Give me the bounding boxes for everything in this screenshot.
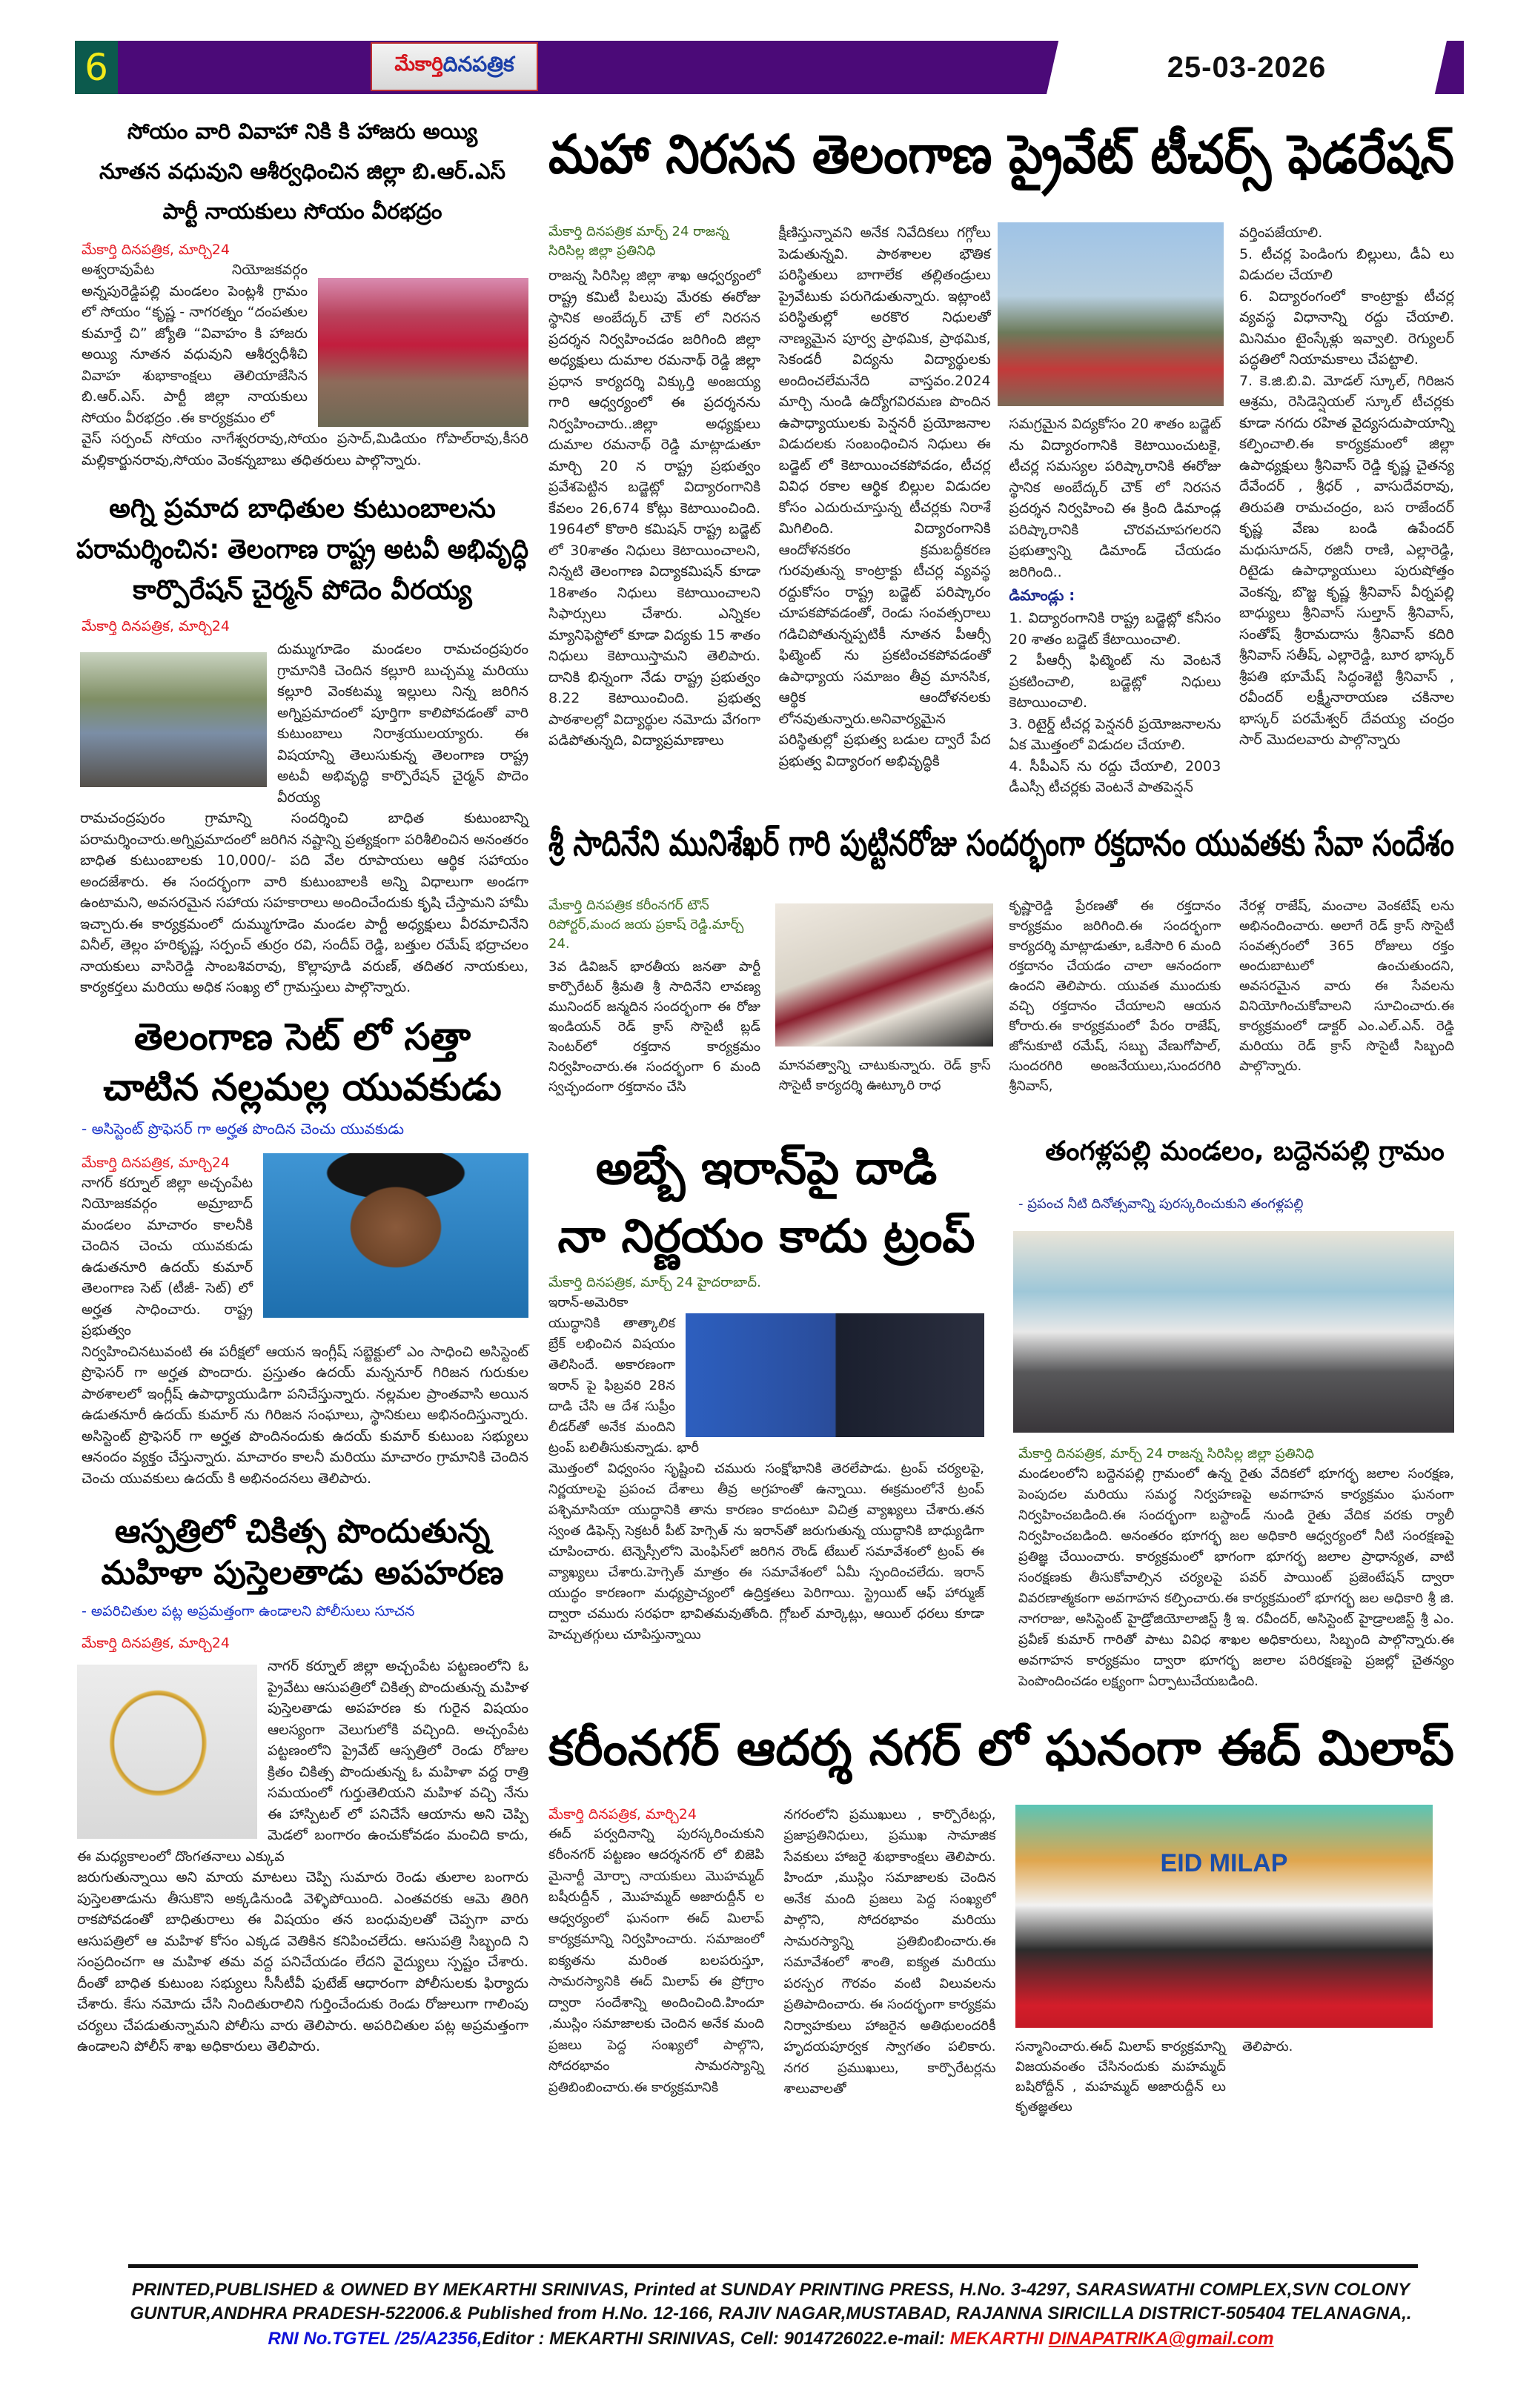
eid-column-1 xyxy=(548,1805,764,2099)
page-number: 6 xyxy=(75,41,118,94)
logo-text-red: మేకార్తి xyxy=(394,53,443,76)
rni-number: RNI No.TGTEL /25/A2356, xyxy=(268,2329,483,2349)
main-area xyxy=(548,119,1454,2117)
article-wedding xyxy=(76,111,528,471)
demand-item: 2 పీఆర్సీ ఫిట్మెంట్ ను వెంటనే ప్రకటించాలి, బడ్జెట్లో నిధులు కెటాయించాలి. xyxy=(1009,652,1221,711)
eid-right-block xyxy=(1015,1805,1454,2117)
demands-column-continued xyxy=(1239,222,1454,751)
article-body xyxy=(548,1293,984,1645)
article-text: మొత్తంలో విధ్వంసం సృష్టించి చమురు సంక్షోభానికి తెరలేపాడు. ట్రంప్ చర్యలపై, నిర్ణయాలపై ప్రపంచ దేశాలు తీవ్ర అగ్రహంతో ఉన్నాయి. ఈక్రమంలోనే ట్రంప్ పశ్చిమాసియా యుద్ధానికి తాను కారణం కాదంటూ విచిత్ర వ్యాఖ్యలు చేశారు.తన స్వంత డిఫెన్స్ సెక్రటరీ పీట్ హెగ్సెత్ ను ఇరాన్‌తో జరుగుతున్న యుద్ధానికి బాధ్యుడిగా చూపించారు. టెన్నెస్సీలోని మెంఫిస్‌లో జరిగిన రౌండ్ టేబుల్ సమావేశంలో ట్రంప్ ఈ వ్యాఖ్యలు చేశారు.హెగ్సెత్ మాత్రం ఈ సమావేశంలో ఏమీ స్పందించలేదు. ఇరాన్ యుద్ధం కారణంగా మధ్యప్రాచ్యంలో ఉద్రిక్తతలు పెరిగాయి. స్ట్రెయిట్ ఆఫ్ హార్ముజ్ ద్వారా చమురు సరఫరా భావితమవుతోంది. గ్లోబల్ మార్కెట్లు, ఆయిల్ ధరలు కూడా హెచ్చుతగ్గులు చూపిస్తున్నాయి xyxy=(548,1460,984,1642)
blood-column-3 xyxy=(1009,896,1221,1096)
demands-heading: డిమాండ్లు : xyxy=(1009,586,1075,604)
dateline: మేకార్తి దినపత్రిక కరీంనగర్ టౌన్ రిపోర్టర్,మంద జయ ప్రకాష్ రెడ్డి.మార్చ్ 24. xyxy=(548,897,744,952)
dateline: మేకార్తి దినపత్రిక, మార్చి24 xyxy=(82,242,230,258)
article-text: రాజన్న సిరిసిల్ల జిల్లా శాఖ ఆధ్వర్యంలో రాష్ట్ర కమిటీ పిలుపు మేరకు ఈరోజు స్థానిక అంబేద్కర్ చౌక్ లో నిరసన ప్రదర్శన నిర్వహించడం జరిగింది జిల్లా అధ్యక్షులు దుమాల రమనాథ్ రెడ్డి జిల్లా ప్రధాన కార్యదర్శి విక్కుర్తి అంజయ్య గారి ఆధ్వర్యంలో ఈ ప్రదర్శనను నిర్వహించారు..జిల్లా అధ్యక్షులు దుమాల రమనాథ్ రెడ్డి మాట్లాడుతూ మార్చి 20 న రాష్ట్ర ప్రభుత్వం ప్రవేశపెట్టిన బడ్జెట్లో విద్యారంగానికి కేవలం 26,674 కోట్లు కెటాయించింది. 1964లో కొఠారి కమిషన్ రాష్ట్ర బడ్జెట్ లో 30శాతం నిధులు కెటాయించాలని, నిన్నటి తెలంగాణ విద్యాకమిషన్ కూడా 18శాతం నిధులు కెటాయించాలని సిఫార్సులు చేశారు. ఎన్నికల మ్యానిఫెస్టోలో కూడా విద్యకు 15 శాతం నిధులు కెటాయిస్తామని తెలిపారు. దానికి భిన్నంగా నేడు రాష్ట్ర ప్రభుత్వం 8.22 కెటాయించింది. ప్రభుత్వ పాఠశాలల్లో విద్యార్థుల నమోదు వేగంగా పడిపోతున్నది, విద్యాప్రమాణాలు xyxy=(548,268,760,749)
email-prefix: MEKARTHI xyxy=(949,2329,1049,2349)
imprint-line-3 xyxy=(82,2329,1460,2349)
blood-column-4 xyxy=(1239,896,1454,1076)
teachers-article-body xyxy=(548,222,1454,798)
headline-eid-milap: కరీంనగర్ ఆదర్శ నగర్ లో ఘనంగా ఈద్ మిలాప్ xyxy=(548,1719,1454,1777)
water-day-group-photo xyxy=(1013,1231,1454,1433)
article-water-day xyxy=(1013,1134,1454,1692)
dateline: మేకార్తి దినపత్రిక మార్చ్ 24 రాజన్న సిరిసిల్ల జిల్లా ప్రతినిధి xyxy=(548,224,729,259)
subheadline: - అసిస్టెంట్ ప్రొఫెసర్ గా అర్హత పొందిన చెంచు యువకుడు xyxy=(82,1119,405,1138)
left-column xyxy=(76,111,528,2057)
headline-set-1: తెలంగాణ సెట్ లో సత్తా xyxy=(133,1015,471,1058)
blood-donation-photo xyxy=(775,903,993,1047)
blood-article-body xyxy=(548,896,1454,1097)
demand-item: 5. టీచర్ల పెండింగు బిల్లులు, డీఏ లు విడుదల చేయాలి xyxy=(1238,245,1454,283)
article-text: దుమ్ముగూడెం మండలం రామచంద్రపురం గ్రామానికి చెందిన కల్లూరి బుచ్చమ్మ మరియు కల్లూరి వెంకటమ్మ ఇల్లులు నిన్న జరిగిన అగ్నిప్రమాదంలో పూర్తిగా కాలిపోవడంతో వారి కుటుంబాలు నిరాశ్రయులయ్యారు. ఈ విషయాన్ని తెలుసుకున్న తెలంగాణ రాష్ట్ర అటవీ అభివృద్ధి కార్పొరేషన్ చైర్మన్ పొదెం వీరయ్య xyxy=(277,641,528,806)
headline-water-day: తంగళ్లపల్లి మండలం, బద్దెనపల్లి గ్రామం xyxy=(1045,1135,1445,1167)
article-text: జరుగుతున్నాయి అని మాయ మాటలు చెప్పి సుమారు రెండు తులాల బంగారు పుస్తెలతాడును తీసుకొని అక్కడినుండి వెళ్ళిపోయింది. ఎంతవరకు ఆమె తిరిగి రాకపోవడంతో బాధితురాలు ఈ విషయం తన బంధువులతో చెప్పగా వారు ఆసుపత్రిలో ఆ మహిళ కోసం ఎక్కడ వెతికిన కనిపించలేదు. ఆసుపత్రి సిబ్బంది ని సంప్రదించగా ఆ మహిళ తమ వద్ద పనిచేయడం లేదని వైద్యులు స్పష్టం చేశారు. దీంతో బాధిత కుటుంబ సభ్యులు సీసీటీవీ ఫుటేజ్ ఆధారంగా పోలీసులకు ఫిర్యాదు చేశారు. కేసు నమోదు చేసి నిందితురాలిని గుర్తించేందుకు రెండు రోజులుగా గాలింపు చర్యలు చేపడుతున్నామని పోలీసు వారు తెలిపారు. అపరిచితుల పట్ల అప్రమత్తంగా ఉండాలని పోలీస్ శాఖ అధికారులు తెలిపారు. xyxy=(77,1869,528,2054)
fire-victims-photo xyxy=(80,652,267,787)
headline-fire-2: పరామర్శించిన: తెలంగాణ రాష్ట్ర అటవీ అభివృద్ధి xyxy=(76,534,528,565)
eid-banner-text: EID MILAP xyxy=(1160,1848,1288,1877)
headline-teachers: మహా నిరసన తెలంగాణ ప్రైవేట్ టీచర్స్ ఫెడరేషన్ xyxy=(548,123,1454,185)
article-set-exam xyxy=(76,1012,528,1490)
headline-trump-1: అబ్బే ఇరాన్‌పై దాడి xyxy=(595,1140,938,1195)
protest-photo xyxy=(998,222,1224,406)
eid-column-2 xyxy=(784,1805,996,2100)
article-text: మానవత్వాన్ని చాటుకున్నారు. రెడ్ క్రాస్ సొసైటీ కార్యదర్శి ఊట్కూరి రాధ xyxy=(778,1057,991,1093)
article-trump xyxy=(548,1134,984,1645)
article-text: సన్మానించారు.ఈద్ మిలాప్ కార్యక్రమాన్ని విజయవంతం చేసినందుకు మహమ్మద్ బషిరోద్దీన్ , మహమ్మద్ అజారుద్దీన్ లు కృతజ్ఞతలు xyxy=(1015,2038,1226,2115)
article-text: నేరళ్ల రాజేష్, మంచాల వెంకటేష్ లను అభినందించారు. అలాగే రెడ్ క్రాస్ సొసైటీ సంవత్సరంలో 365 రోజులు రక్తం అందుబాటులో ఉంచుతుందని, అవసరమైన వారు ఈ సేవలను వినియోగించుకోవాలని సూచించారు.ఈ కార్యక్రమంలో డాక్టర్ ఎం.ఎల్.ఎన్. రెడ్డి మరియు రెడ్ క్రాస్ సొసైటీ సిబ్బంది పాల్గొన్నారు. xyxy=(1238,898,1454,1074)
dateline: మేకార్తి దినపత్రిక, మార్చి24 xyxy=(82,618,230,634)
eid-article-body xyxy=(548,1805,1454,2117)
editor-info: Editor : MEKARTHI SRINIVAS, Cell: 9014726022.e-mail: xyxy=(482,2329,950,2349)
blood-column-1 xyxy=(548,896,760,1097)
article-text: అశ్వరావుపేట నియోజకవర్గం అన్నపురెడ్డిపల్లి మండలం పెంట్లశీ గ్రామం లో సోయం “కృష్ణ - నాగరత్నం “దంపతుల కుమార్తే చి” జ్యోతి “వివాహం కి హాజరు అయ్యి నూతన వధువుని ఆశీర్వధీశీచి వివాహ శుభాకాంక్షలు తెలియాజేసిన బి.ఆర్.ఎస్. పార్టీ జిల్లా నాయకులు సోయం వీరభద్రం .ఈ కార్యక్రమం లో xyxy=(82,262,308,426)
gold-chain-photo xyxy=(77,1665,257,1839)
headline-blood-donation: శ్రీ సాదినేని మునిశేఖర్ గారి పుట్టినరోజు సందర్భంగా రక్తదానం యువతకు సేవా సందేశం xyxy=(548,822,1454,864)
headline-wedding-2: నూతన వధువుని ఆశీర్వధించిన జిల్లా బి.ఆర్.ఎస్ xyxy=(99,159,506,184)
eid-milap-photo xyxy=(1015,1805,1433,2028)
article-text: నిర్వహించినటువంటి ఈ పరీక్షలో ఆయన ఇంగ్లీష్ సబ్జెక్టులో ఎం సాధించి అసిస్టెంట్ ప్రొఫెసర్ గా అర్హత పొందారు. ప్రస్తుతం ఉదయ్ మన్ననూర్ గిరిజన గురుకుల పాఠశాలలో ఇంగ్లీష్ ఉపాధ్యాయుడిగా పనిచేస్తున్నారు. నల్లమల ప్రాంతవాసి అయిన ఉడుతనూరీ ఉదయ్ కుమార్ ను గిరిజన సంఘాలు, స్థానికులు అభినందిస్తున్నారు. అసిస్టెంట్ ప్రొఫెసర్ గా అర్హత పొందినందుకు ఉదయ్ కుమార్ కుటుంబ సభ్యులు ఆనందం వ్యక్తం చేస్తున్నారు. మాచారం కాలనీ మరియు మాచారం గ్రామానికి చెందిన చెంచు యువకులు ఉదయ్ కి అభినందనలు తెలిపారు. xyxy=(82,1343,528,1487)
demand-item: 3. రిటైర్డ్ టీచర్ల పెన్షనరీ ప్రయోజనాలను ఏక మొత్తంలో విడుదల చేయాలి. xyxy=(1009,715,1221,753)
trump-hegseth-photo xyxy=(686,1313,984,1437)
demands-column xyxy=(1009,222,1221,798)
article-fire xyxy=(76,488,528,998)
headline-wedding-3: పార్టీ నాయకులు సోయం వీరభద్రం xyxy=(162,199,442,224)
article-body xyxy=(76,259,528,471)
article-text: నాగర్ కర్నూల్ జిల్లా అచ్చంపేట నియోజకవర్గం అమ్రాబాద్ మండలం మాచారం కాలనీకి చెందిన చెంచు యువకుడు ఉడుతనూరి ఉదయ్ కుమార్ తెలంగాణ సెట్ (టీజీ- సెట్) లో అర్హత సాధించారు. రాష్ట్ర ప్రభుత్వం xyxy=(82,1174,253,1339)
article-text: రామచంద్రపురం గ్రామాన్ని సందర్శించి బాధిత కుటుంబాన్ని పరామర్శించారు.అగ్నిప్రమాదంలో జరిగిన నష్టాన్ని ప్రత్యక్షంగా పరిశీలించిన అనంతరం బాధిత కుటుంబాలకు 10,000/- పది వేల రూపాయలు ఆర్థిక సహాయం అందజేశారు. ఈ సందర్భంగా వారి కుటుంబాలకి అన్ని విధాలుగా అండగా ఉంటామని, అవసరమైన సహాయ సహకారాలు అందించేందుకు కృషి చేస్తామని హామీ ఇచ్చారు.ఈ కార్యక్రమంలో దుమ్ముగూడెం మండల పార్టీ అధ్యక్షులు వీరమాచినేని వినీల్, తెల్లం హరికృష్ణ, సర్పంచ్ తుర్రం రవి, సందీప్ రెడ్డి, బత్తుల రమేష్ భద్రాచలం నాయకులు వాసిరెడ్డి సాంబశివరావు, కొల్లాపూడి వరుణ్, తదితర నాయకులు, కార్యకర్తలు మరియు అధిక సంఖ్య లో గ్రామస్తులు పాల్గొన్నారు. xyxy=(80,810,528,995)
article-chain-theft xyxy=(76,1511,528,2057)
demand-item: 1. విద్యారంగానికి రాష్ట్ర బడ్జెట్లో కనీసం 20 శాతం బడ్జెట్ కేటాయించాలి. xyxy=(1009,610,1221,648)
article-text: వర్తింపజేయాలి. xyxy=(1238,225,1323,241)
article-text: కృష్ణారెడ్డి ప్రేరణతో ఈ రక్తదానం కార్యక్రమం జరిగింది.ఈ సందర్భంగా కార్యదర్శి మాట్లాడుతూ, ఒకేసారి 6 మంది రక్తదానం చేయడం చాలా ఆనందంగా ఉందని తెలిపారు. యువత ముందుకు వచ్చి రక్తదానం చేయాలని ఆయన కోరారు.ఈ కార్యక్రమంలో పేరం రాజేష్, జోనుకూటి రమేష్, సబ్బు వేణుగోపాల్, సుందరగిరి అంజనేయులు,సుందరగిరి శ్రీనివాస్, xyxy=(1009,898,1221,1094)
logo-text-blue: దినపత్రిక xyxy=(442,52,514,76)
article-text: నగరంలోని ప్రముఖులు , కార్పొరేటర్లు, ప్రజాప్రతినిధులు, ప్రముఖ సామాజిక సేవకులు హాజరై శుభాకాంక్షలు తెలిపారు. హిందూ ,ముస్లిం సమాజాలకు చెందిన అనేక మంది ప్రజలు పెద్ద సంఖ్యలో పాల్గొని, సోదరభావం మరియు సామరస్యాన్ని ప్రతిబింబించారు.ఈ సమావేశంలో శాంతి, ఐక్యత మరియు పరస్పర గౌరవం వంటి విలువలను ప్రతిపాదించారు. ఈ సందర్భంగా కార్యక్రమ నిర్వాహకులు హాజరైన అతిథులందరికీ హృదయపూర్వక స్వాగతం పలికారు. నగర ప్రముఖులు, కార్పొరేటర్లను శాలువాలతో xyxy=(783,1806,996,2097)
wedding-photo xyxy=(318,278,528,427)
article-body xyxy=(76,1656,528,2057)
dateline: మేకార్తి దినపత్రిక, మార్చ్ 24 రాజన్న సిరిసిల్ల జిల్లా ప్రతినిధి xyxy=(1018,1445,1314,1462)
headline-trump-2: నా నిర్ణయం కాదు ట్రంప్ xyxy=(557,1208,975,1263)
blood-column-2 xyxy=(779,896,991,1095)
article-text: వైస్ సర్పంచ్ సోయం నాగేశ్వరరావు,సోయం ప్రసాద్,మిడియం గోపాల్‌రావు,కీసరి మల్లికార్జునరావు,సోయం వెంకన్నబాబు తధితరులు పాల్గొన్నారు. xyxy=(82,431,528,468)
headline-set-2: చాటిన నల్లమల్ల యువకుడు xyxy=(103,1065,502,1109)
headline-theft-1: ఆస్పత్రిలో చికిత్స పొందుతున్న xyxy=(114,1513,491,1550)
article-body xyxy=(76,639,528,998)
dateline: మేకార్తి దినపత్రిక, మార్చి24 xyxy=(82,1635,230,1651)
article-body xyxy=(76,1153,528,1490)
demand-item: 6. విద్యారంగంలో కాంట్రాక్టు టీచర్ల వ్యవస్థ విధానాన్ని రద్దు చేయాలి. మినిమం టైంస్కేళ్లు ఇవ్వాలి. రెగ్యులర్ పద్ధతిలో నియామకాలు చేపట్టాలి. xyxy=(1238,288,1454,368)
subheadline: - అపరిచితుల పట్ల అప్రమత్తంగా ఉండాలని పోలీసులు సూచన xyxy=(82,1603,415,1619)
trump-water-row xyxy=(548,1134,1454,1692)
dateline: మేకార్తి దినపత్రిక, మార్చ్ 24 హైదరాబాద్. xyxy=(548,1274,761,1290)
headline-fire-1: అగ్ని ప్రమాద బాధితుల కుటుంబాలను xyxy=(109,494,496,524)
headline-fire-3: కార్పొరేషన్ చైర్మన్ పోదెం వీరయ్య xyxy=(133,575,472,606)
subheadline: - ప్రపంచ నీటి దినోత్సవాన్ని పురస్కరించుకుని తంగళ్లపల్లి xyxy=(1018,1195,1304,1212)
portrait-photo xyxy=(263,1153,528,1318)
demand-item: 4. సీపీఎస్ ను రద్దు చేయాలి, 2003 డీఎస్సీ టీచర్లకు వెంటనే పాతపెన్షన్ xyxy=(1009,757,1221,795)
article-text: సమగ్రమైన విద్యకోసం 20 శాతం బడ్జెట్ ను విద్యారంగానికి కెటాయించుటకై, టీచర్ల సమస్యల పరిష్కారానికి ఈరోజు స్థానిక అంబేద్కర్ చౌక్ లో నిరసన ప్రదర్శన నిర్వహించి ఈ క్రింది డిమాండ్ల పరిష్కారానికి చొరవచూపగలరని ప్రభుత్వాన్ని డిమాండ్ చేయడం జరిగింది.. xyxy=(1009,416,1221,580)
article-text: మండలంలోని బద్దెనపల్లి గ్రామంలో ఉన్న రైతు వేదికలో భూగర్భ జలాల సంరక్షణ, పెంపుదల మరియు సమర్థ నిర్వహణపై అవగాహన కార్యక్రమం ఘనంగా నిర్వహించబడింది.ఈ సందర్భంగా బస్టాండ్ నుండి రైతు వేదిక వరకు ర్యాలీ నిర్వహించబడింది. అనంతరం భూగర్భ జల అధికారి ఆధ్వర్యంలో నీటి సంరక్షణపై ప్రతిజ్ఞ చేయించారు. కార్యక్రమంలో భాగంగా భూగర్భ జలాల ప్రాధాన్యత, వాటి సంరక్షణకు తీసుకోవాల్సిన చర్యలపై పవర్ పాయింట్ ప్రజెంటేషన్ ద్వారా వివరణాత్మకంగా అవగాహన కల్పించారు.ఈ కార్యక్రమంలో భూగర్భ జల అధికారి శ్రీ జి. నాగరాజు, అసిస్టెంట్ హైడ్రోజియోలాజిస్ట్ శ్రీ ఇ. రవీందర్, అసిస్టెంట్ హైడ్రాలజిస్ట్ శ్రీ ఎం. ప్రవీణ్ కుమార్ గారితో పాటు వివిధ శాఖల అధికారులు, సిబ్బంది పాల్గొన్నారు.ఈ అవగాహన కార్యక్రమం ద్వారా భూగర్భ జలాల పరిరక్షణపై ప్రజల్లో చైతన్యం పెంపొందించడం లక్ష్యంగా ఏర్పాటుచేయబడింది. xyxy=(1018,1465,1454,1689)
article-text: నాగర్ కర్నూల్ జిల్లా అచ్చంపేట పట్టణంలోని ఓ ప్రైవేటు ఆసుపత్రిలో చికిత్స పొందుతున్న మహిళ పుస్తెలతాడు అపహరణ కు గురైన విషయం ఆలస్యంగా వెలుగులోకి వచ్చింది. అచ్చంపేట పట్టణంలోని ప్రైవేట్ ఆస్పత్రిలో రెండు రోజుల క్రితం చికిత్స పొందుతున్న ఓ మహిళా వద్ద రాత్రి సమయంలో గుర్తుతెలియని మహిళ వచ్చి నేను ఈ హాస్పిటల్ లో పనిచేసే ఆయాను అని చెప్పి మెడలో బంగారం ఉంచుకోవడం మంచిది కాదు, ఈ మధ్యకాలంలో దొంగతనాలు ఎక్కువ xyxy=(77,1658,528,1865)
article-text: ఈద్ పర్వదినాన్ని పురస్కరించుకుని కరీంనగర్ పట్టణం ఆదర్శనగర్ లో బిజెపి మైనార్టీ మోర్చా నాయకులు మొహమ్మద్ బషీరుద్దీన్ , మొహమ్మద్ అజారుద్దీన్ ల ఆధ్వర్యంలో ఘనంగా ఈద్ మిలాప్ కార్యక్రమాన్ని నిర్వహించారు. సమాజంలో ఐక్యతను మరింత బలపరుస్తూ, సామరస్యానికి ఈద్ మిలాప్ ఈ ప్రోగ్రాం ద్వారా సందేశాన్ని అందించింది.హిందూ ,ముస్లిం సమాజాలకు చెందిన అనేక మంది ప్రజలు పెద్ద సంఖ్యలో పాల్గొని, సోదరభావం సామరస్యాన్ని ప్రతిబింబించారు.ఈ కార్యక్రమానికి xyxy=(548,1825,764,2095)
footer-divider xyxy=(128,2264,1418,2268)
teachers-column-1 xyxy=(548,222,760,752)
article-text: ఇరాన్-అమెరికా యుద్ధానికి తాత్కాలిక బ్రేక్ లభించిన విషయం తెలిసిందే. అకారణంగా ఇరాన్ పై ఫిబ్రవరి 28న దాడి చేసి ఆ దేశ సుప్రీం లీడర్‌తో అనేక మందిని ట్రంప్ బలితీసుకున్నాడు. భారీ xyxy=(548,1294,700,1456)
eid-lower-columns xyxy=(1015,2037,1454,2117)
imprint-line-2: GUNTUR,ANDHRA PRADESH-522006.& Published from H.No. 12-166, RAJIV NAGAR,MUSTABAD, RAJANNA SIRICILLA DISTRICT-505404 TELANAGNA,. xyxy=(130,2303,1412,2324)
issue-date: 25-03-2026 xyxy=(1167,51,1327,84)
imprint-line-1: PRINTED,PUBLISHED & OWNED BY MEKARTHI SRINIVAS, Printed at SUNDAY PRINTING PRESS, H.No. 3-4297, SARASWATHI COMPLEX,SVN COLONY xyxy=(131,2280,1410,2300)
email-link[interactable]: DINAPATRIKA@gmail.com xyxy=(1048,2329,1274,2349)
teachers-column-2 xyxy=(779,222,991,772)
article-text: క్షీణిస్తున్నావని అనేక నివేదికలు గగ్గోలు పెడుతున్నవి. పాఠశాలల భౌతిక పరిస్థితులు బాగాలేక తల్లితండ్రులు ప్రైవేటుకు పరుగెడుతున్నారు. ఇట్లాంటి పరిస్థితుల్లో అరకొర నిధులతో నాణ్యమైన పూర్వ ప్రాథమిక, ప్రాథమిక, సెకండరీ విద్యను విద్యార్థులకు అందించలేమనేది వాస్తవం.2024 మార్చి నుండి ఉద్యోగవిరమణ పొందిన ఉపాధ్యాయులకు పెన్షనరీ ప్రయోజనాల విడుదలకు సంబంధించిన నిధులు ఈ బడ్జెట్ లో కెటాయించకపోవడం, టీచర్ల వివిధ రకాల ఆర్థిక బిల్లుల విడుదల కోసం ఎదురుచూస్తున్న టీచర్లకు నిరాశే మిగిలింది. విద్యారంగానికి ఆందోళనకరం క్రమబద్ధీకరణ గురవుతున్న కాంట్రాక్టు టీచర్ల వ్యవస్థ రద్దుకోసం రాష్ట్ర బడ్జెట్ పరిష్కారం చూపకపోవడంతో, రెండు సంవత్సరాలు గడిచిపోతున్నప్పటికీ నూతన పీఆర్సీ ఫిట్మెంట్ ను ప్రకటించకపోవడంతో ఉపాధ్యాయ సమాజం తీవ్ర మానసిక, ఆర్థిక ఆందోళనలకు లోనవుతున్నారు.అనివార్యమైన పరిస్థితుల్లో ప్రభుత్వ బడుల ద్వారే పేద ప్రభుత్వ విద్యారంగ అభివృద్ధికి xyxy=(778,225,991,769)
dateline: మేకార్తి దినపత్రిక, మార్చి24 xyxy=(548,1805,697,1822)
headline-theft-2: మహిళా పుస్తెలతాడు అపహరణ xyxy=(101,1554,504,1592)
article-text: 3వ డివిజన్ భారతీయ జనతా పార్టీ కార్పొరేటర్ శ్రీమతి శ్రీ సాదినేని లావణ్య మునిందర్ జన్మదిన సందర్భంగా ఈ రోజు ఇండియన్ రెడ్ క్రాస్ సొసైటీ బ్లడ్ సెంటర్‌లో రక్తదాన కార్యక్రమం నిర్వహించారు.ఈ సందర్భంగా 6 మంది స్వచ్ఛందంగా రక్తదానం చేసి xyxy=(548,958,760,1095)
demand-item: 7. కె.జి.బి.వి. మోడల్ స్కూల్, గిరిజన ఆశ్రమ, రెసిడెన్షియల్ స్కూల్ టీచర్లకు కూడా నగదు రహిత వైద్యసదుపాయాన్ని కల్పించాలి.ఈ కార్యక్రమంలో జిల్లా ఉపాధ్యక్షులు శ్రీనివాస్ రెడ్డి కృష్ణ చైతన్య దేవేందర్ , శ్రీధర్ , వాసుదేవరావు, తిరుపతి రామచంద్రం, బస రాజేందర్ కృష్ణ వేణు బండి ఉపేందర్ మధుసూదన్, రజినీ రాణి, ఎల్లారెడ్డి, రిటైడు ఉపాధ్యాయులు పురుషోత్తం వెంకన్న, బొజ్జ కృష్ణ శ్రీనివాస్ వీర్నపల్లి బాధ్యులు శ్రీనివాస్ సుల్తాన్ శ్రీనివాస్, సంతోష్ శ్రీరామదాసు శ్రీనివాస్ కదిరి శ్రీనివాస్ సతీష్, ఎల్లారెడ్డి, బూర భాస్కర్ శ్రీపతి భూమేష్ సిద్ధంశెట్టి శ్రీనివాస్ , రవీందర్ లక్ష్మీనారాయణ చకినాల భాస్కర్ పరమేశ్వర్ దేవయ్య చంద్రం సార్ మొదలవారు పాల్గొన్నారు xyxy=(1238,372,1454,748)
dateline: మేకార్తి దినపత్రిక, మార్చి24 xyxy=(82,1154,230,1171)
newspaper-logo xyxy=(371,42,538,91)
headline-wedding-1: సోయం వారి వివాహా నికి కి హాజరు అయ్యి xyxy=(127,119,478,144)
article-text: తెలిపారు. xyxy=(1242,2038,1293,2054)
